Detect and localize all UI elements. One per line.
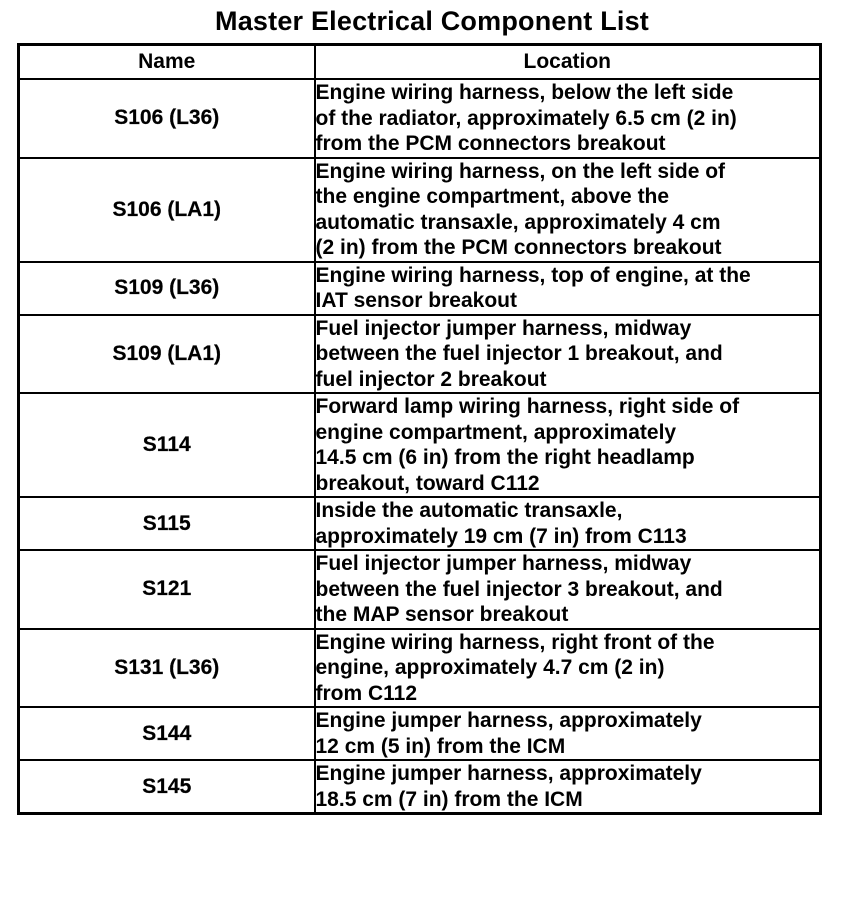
- component-location: Engine wiring harness, on the left side of the engine compartment, above the automatic transaxle, approximately 4 cm (2 in) from the PCM connectors breakout: [315, 158, 821, 262]
- component-location: Engine wiring harness, top of engine, at the IAT sensor breakout: [315, 262, 821, 315]
- component-name: S131 (L36): [19, 629, 315, 708]
- component-name: S109 (L36): [19, 262, 315, 315]
- table-row: [19, 262, 821, 315]
- column-header-location: Location: [315, 45, 821, 80]
- table-row: [19, 629, 821, 708]
- component-location: Engine jumper harness, approximately 18.5 cm (7 in) from the ICM: [315, 760, 821, 814]
- table-row: [19, 760, 821, 814]
- component-location: Fuel injector jumper harness, midway between the fuel injector 1 breakout, and fuel injector 2 breakout: [315, 315, 821, 394]
- table-row: [19, 707, 821, 760]
- component-location: Fuel injector jumper harness, midway between the fuel injector 3 breakout, and the MAP sensor breakout: [315, 550, 821, 629]
- component-name: S145: [19, 760, 315, 814]
- component-location: Engine wiring harness, right front of the engine, approximately 4.7 cm (2 in) from C112: [315, 629, 821, 708]
- component-location: Forward lamp wiring harness, right side of engine compartment, approximately 14.5 cm (6 in) from the right headlamp breakout, toward C112: [315, 393, 821, 497]
- column-header-name: Name: [19, 45, 315, 80]
- component-name: S106 (L36): [19, 79, 315, 158]
- component-name: S121: [19, 550, 315, 629]
- component-table: [17, 43, 822, 815]
- component-name: S109 (LA1): [19, 315, 315, 394]
- component-location: Engine wiring harness, below the left side of the radiator, approximately 6.5 cm (2 in) from the PCM connectors breakout: [315, 79, 821, 158]
- table-row: [19, 315, 821, 394]
- table-row: [19, 497, 821, 550]
- component-name: S114: [19, 393, 315, 497]
- component-name: S106 (LA1): [19, 158, 315, 262]
- component-name: S144: [19, 707, 315, 760]
- table-row: [19, 158, 821, 262]
- table-row: [19, 393, 821, 497]
- component-location: Engine jumper harness, approximately 12 cm (5 in) from the ICM: [315, 707, 821, 760]
- table-row: [19, 550, 821, 629]
- page-title: Master Electrical Component List: [215, 6, 649, 36]
- component-name: S115: [19, 497, 315, 550]
- component-location: Inside the automatic transaxle, approximately 19 cm (7 in) from C113: [315, 497, 821, 550]
- table-header-row: [19, 45, 821, 80]
- table-row: [19, 79, 821, 158]
